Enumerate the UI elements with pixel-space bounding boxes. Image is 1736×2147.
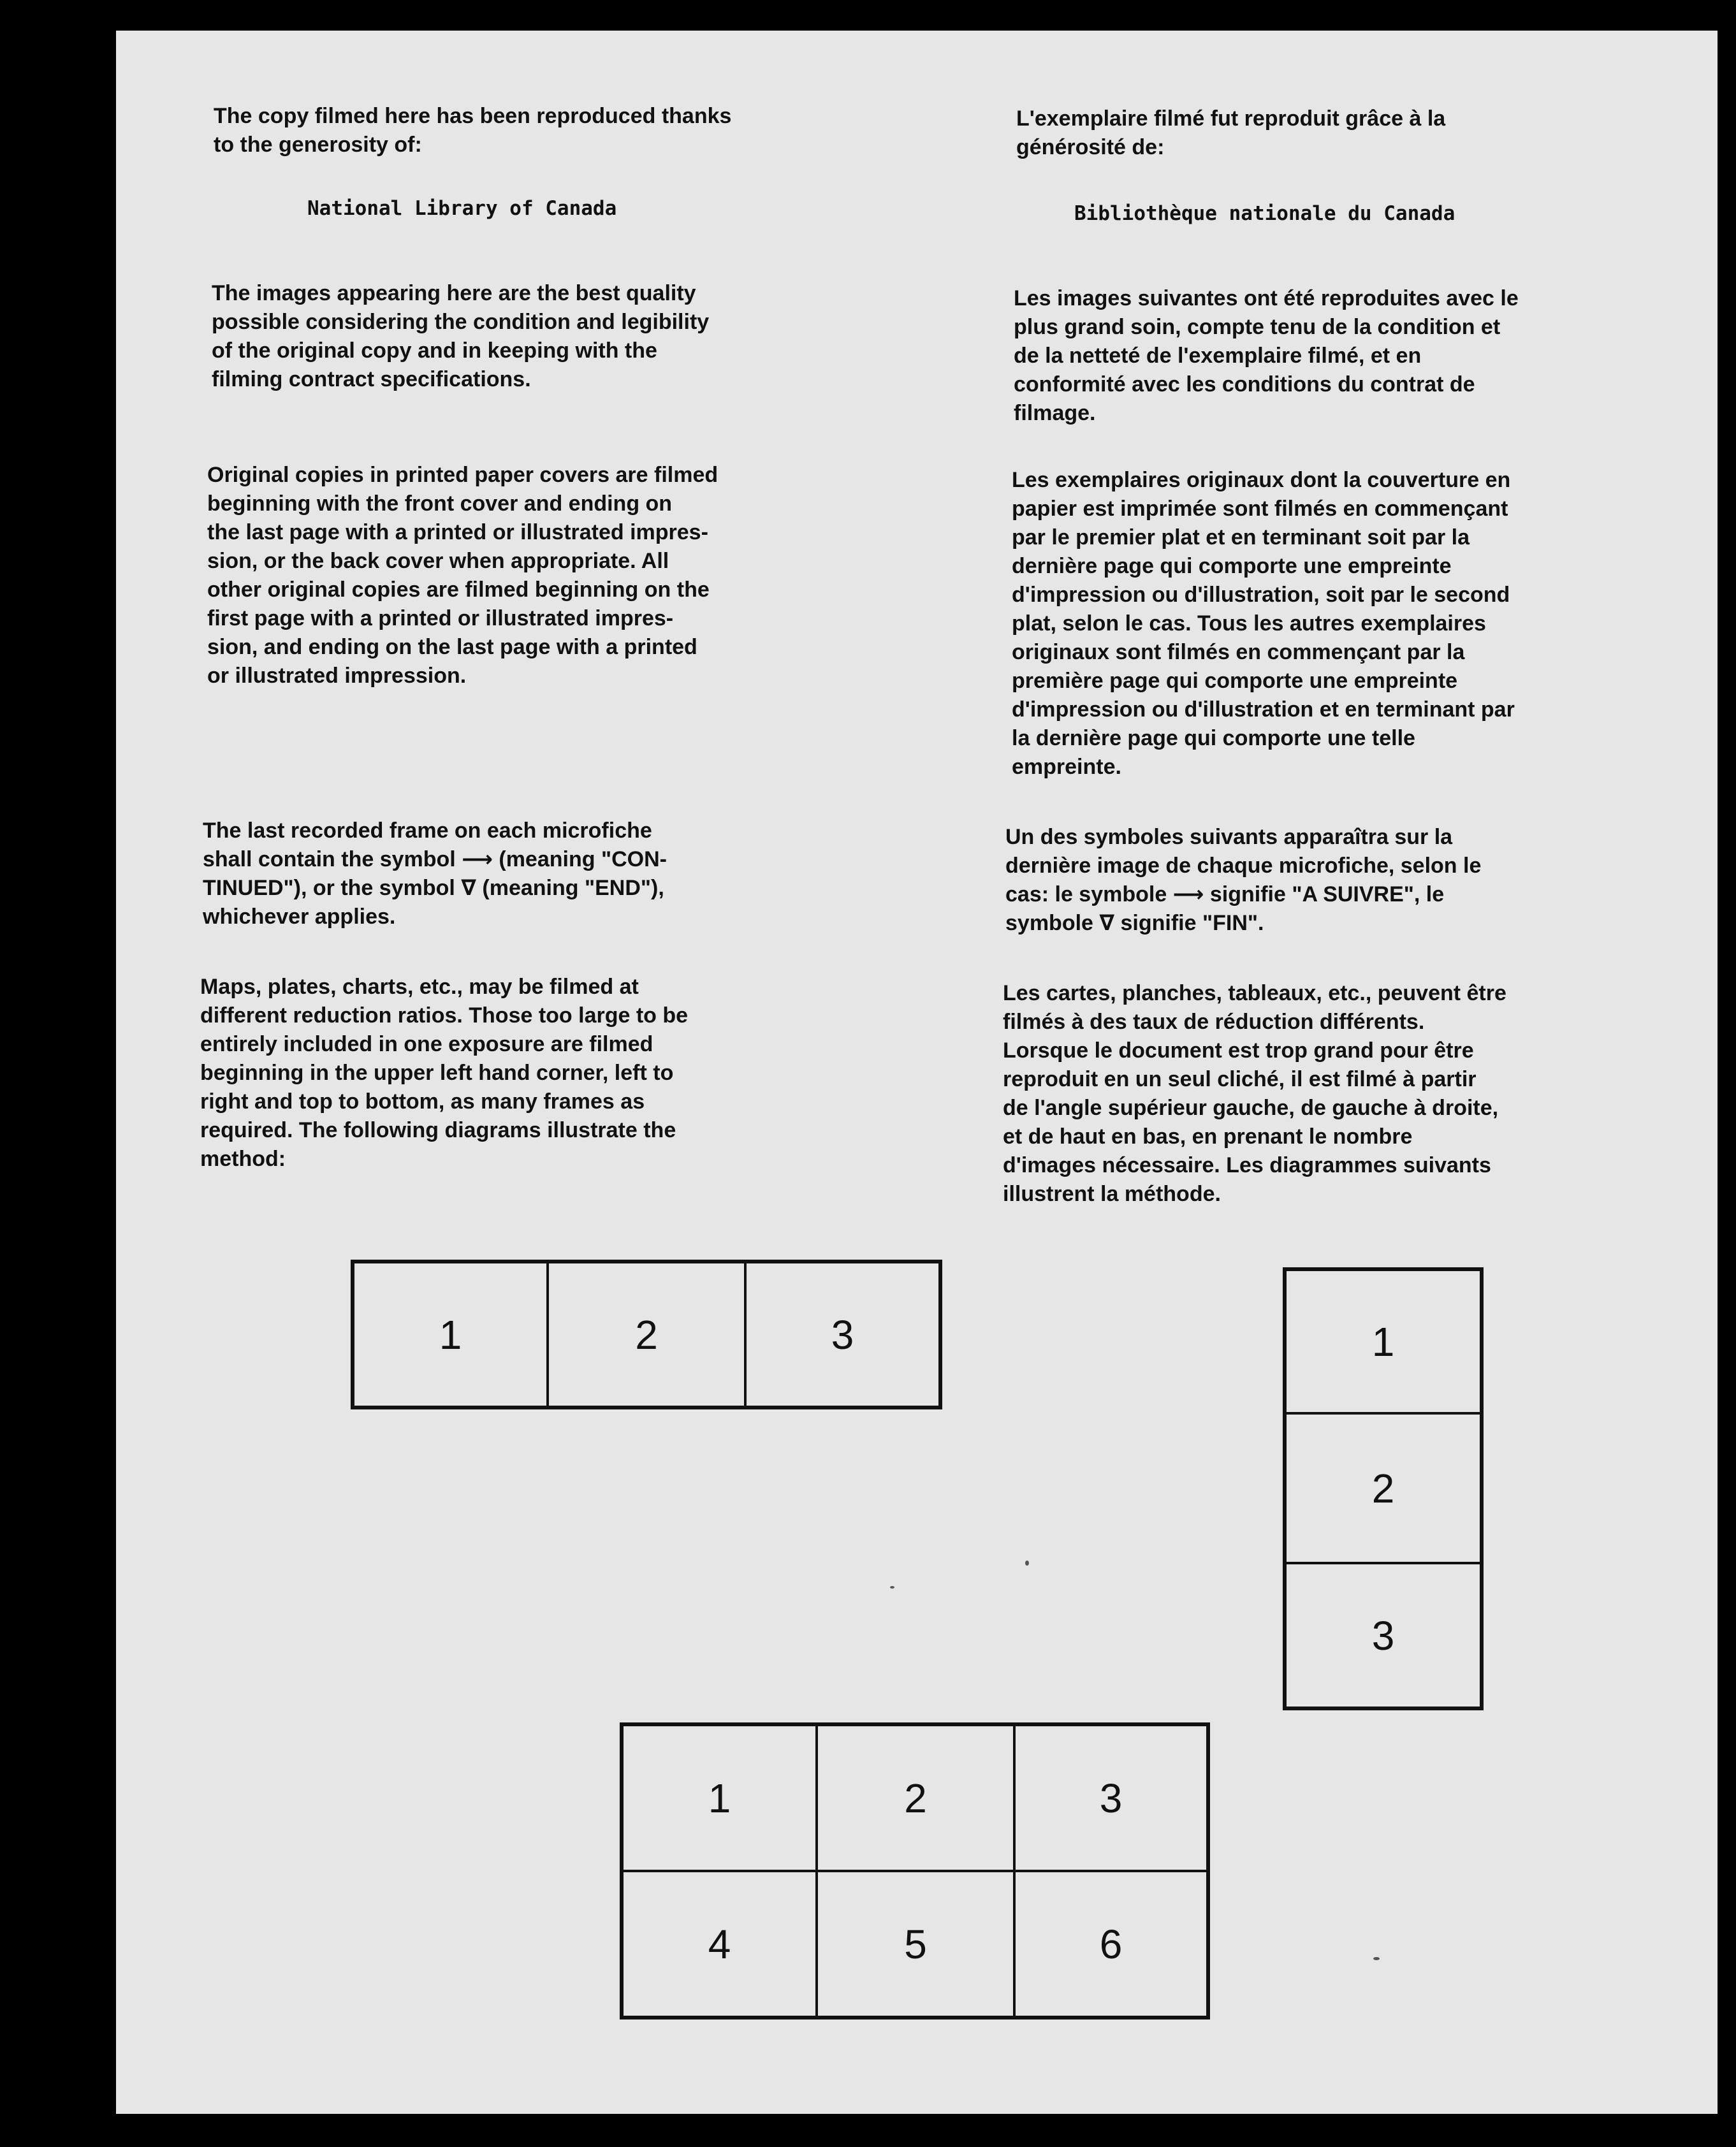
french-quality-paragraph: Les images suivantes ont été reproduites avec le plus grand soin, compte tenu de la condition et de la netteté de l'exemplaire filmé, et en conformité avec les conditions du contrat de filmage. [1014,286,1519,425]
horizontal-frames-diagram [351,1260,942,1409]
grid-frames-diagram [620,1722,1210,2020]
french-maps-paragraph: Les cartes, planches, tableaux, etc., peuvent être filmés à des taux de réduction différents. Lorsque le document est trop grand pour être reproduit en un seul cliché, il est filmé à partir de l'angle supérieur gauche, de gauche à droite, et de haut en bas, en prenant le nombre d'images nécessaire. Les diagrammes suivants illustrent la méthode. [1003,981,1506,1206]
english-quality-paragraph: The images appearing here are the best quality possible considering the condition and legibility of the original copy and in keeping with the filming contract specifications. [212,281,710,391]
frame-cell: 2 [817,1725,1014,1871]
microfiche-target-page [116,31,1718,2114]
english-symbols-paragraph: The last recorded frame on each microfiche shall contain the symbol ⟶ (meaning "CON- TINUED"), or the symbol ∇ (meaning "END"), whichever applies. [203,819,667,929]
frame-cell: 3 [745,1262,940,1407]
scan-speck [1025,1561,1029,1566]
vertical-frames-diagram [1283,1267,1484,1710]
scan-speck [890,1586,894,1589]
frame-cell: 1 [1285,1270,1481,1413]
english-maps-paragraph: Maps, plates, charts, etc., may be filmed at different reduction ratios. Those too large to be entirely included in one exposure are filmed beginning in the upper left hand corner, left to right and top to bottom, as many frames as required. The following diagrams illustrate the method: [200,975,689,1171]
french-intro: L'exemplaire filmé fut reproduit grâce à la générosité de: [1016,106,1446,159]
english-intro: The copy filmed here has been reproduced thanks to the generosity of: [214,104,732,157]
frame-cell: 2 [548,1262,745,1407]
frame-cell: 5 [817,1871,1014,2017]
english-originals-paragraph: Original copies in printed paper covers are filmed beginning with the front cover and ending on the last page with a printed or illustrated impres- sion, or the back cover when appropriate. All other original copies are filmed beginning on the first page with a printed or illustrated impres- sion, and ending on the last page with a printed or illustrated impression. [207,463,718,688]
frame-cell: 4 [622,1871,817,2017]
frame-cell: 3 [1014,1725,1207,1871]
french-institution: Bibliothèque nationale du Canada [1074,202,1455,225]
scan-speck [1373,1957,1380,1960]
french-originals-paragraph: Les exemplaires originaux dont la couverture en papier est imprimée sont filmés en commençant par le premier plat et en terminant soit par la dernière page qui comporte une empreinte d'impression ou d'illustration, soit par le second plat, selon le cas. Tous les autres exemplaires originaux sont filmés en commençant par la première page qui comporte une empreinte d'impression ou d'illustration et en terminant par la dernière page qui comporte une telle empreinte. [1012,468,1515,779]
french-symbols-paragraph: Un des symboles suivants apparaîtra sur la dernière image de chaque microfiche, selon le cas: le symbole ⟶ signifie "A SUIVRE", le symbole ∇ signifie "FIN". [1005,825,1482,935]
frame-cell: 1 [353,1262,548,1407]
english-institution: National Library of Canada [307,197,617,220]
frame-cell: 1 [622,1725,817,1871]
frame-cell: 6 [1014,1871,1207,2017]
frame-cell: 3 [1285,1563,1481,1708]
frame-cell: 2 [1285,1413,1481,1563]
